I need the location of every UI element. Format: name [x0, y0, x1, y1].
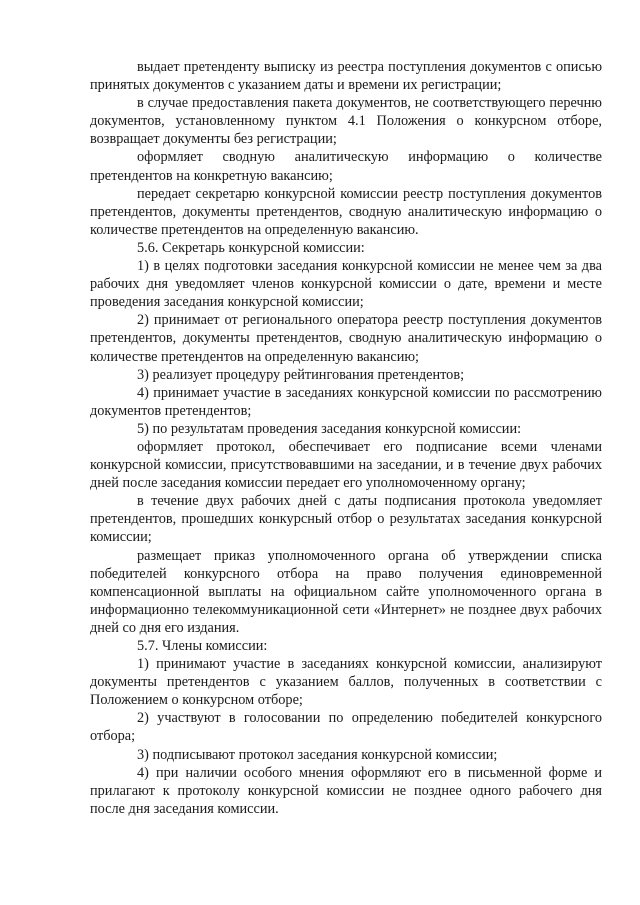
section-heading: 5.6. Секретарь конкурсной комиссии:: [137, 239, 365, 256]
paragraph: 3) подписывают протокол заседания конкурсной комиссии;: [137, 746, 498, 763]
paragraph: в случае предоставления пакета документов, не соответствующего перечню документов, установленному пунктом 4.1 Положения о конкурсном отборе, возвращает документы без регистрации;: [90, 95, 602, 148]
paragraph: оформляет сводную аналитическую информацию о количестве претендентов на конкретную вакансию;: [90, 149, 602, 184]
paragraph: передает секретарю конкурсной комиссии реестр поступления документов претендентов, документы претендентов, сводную аналитическую информацию о количестве претендентов на определенную вакансию.: [90, 185, 602, 238]
paragraph: выдает претенденту выписку из реестра поступления документов с описью принятых документов с указанием даты и времени их регистрации;: [90, 59, 602, 94]
paragraph: 4) принимает участие в заседаниях конкурсной комиссии по рассмотрению документов претендентов;: [90, 384, 602, 419]
paragraph: 2) принимает от регионального оператора реестр поступления документов претендентов, документы претендентов, сводную аналитическую информацию о количестве претендентов на определенную вакансию;: [90, 312, 602, 365]
paragraph: 3) реализует процедуру рейтингования претендентов;: [137, 366, 465, 383]
section-heading: 5.7. Члены комиссии:: [137, 638, 268, 654]
paragraph: в течение двух рабочих дней с даты подписания протокола уведомляет претендентов, прошедших конкурсный отбор о результатах заседания конкурсной комиссии;: [90, 493, 602, 546]
paragraph: размещает приказ уполномоченного органа об утверждении списка победителей конкурсного отбора на право получения единовременной компенсационной выплаты на официальном сайте уполномоченного органа в информационно телекоммуникационной сети «Интернет» не позднее двух рабочих дней со дня его издания.: [90, 547, 602, 636]
paragraph: 1) в целях подготовки заседания конкурсной комиссии не менее чем за два рабочих дня уведомляет членов конкурсной комиссии о дате, времени и месте проведения заседания конкурсной комиссии;: [90, 258, 602, 311]
paragraph: 4) при наличии особого мнения оформляют его в письменной форме и прилагают к протоколу конкурсной комиссии не позднее одного рабочего дня после дня заседания комиссии.: [90, 764, 602, 817]
paragraph: оформляет протокол, обеспечивает его подписание всеми членами конкурсной комиссии, присутствовавшими на заседании, и в течение двух рабочих дней после заседания комиссии передает его уполномоченному органу;: [90, 438, 602, 492]
paragraph: 2) участвуют в голосовании по определению победителей конкурсного отбора;: [90, 710, 602, 745]
paragraph: 1) принимают участие в заседаниях конкурсной комиссии, анализируют документы претендентов с указанием баллов, полученных в соответствии с Положением о конкурсном отборе;: [90, 656, 602, 709]
paragraph: 5) по результатам проведения заседания конкурсной комиссии:: [137, 420, 522, 437]
